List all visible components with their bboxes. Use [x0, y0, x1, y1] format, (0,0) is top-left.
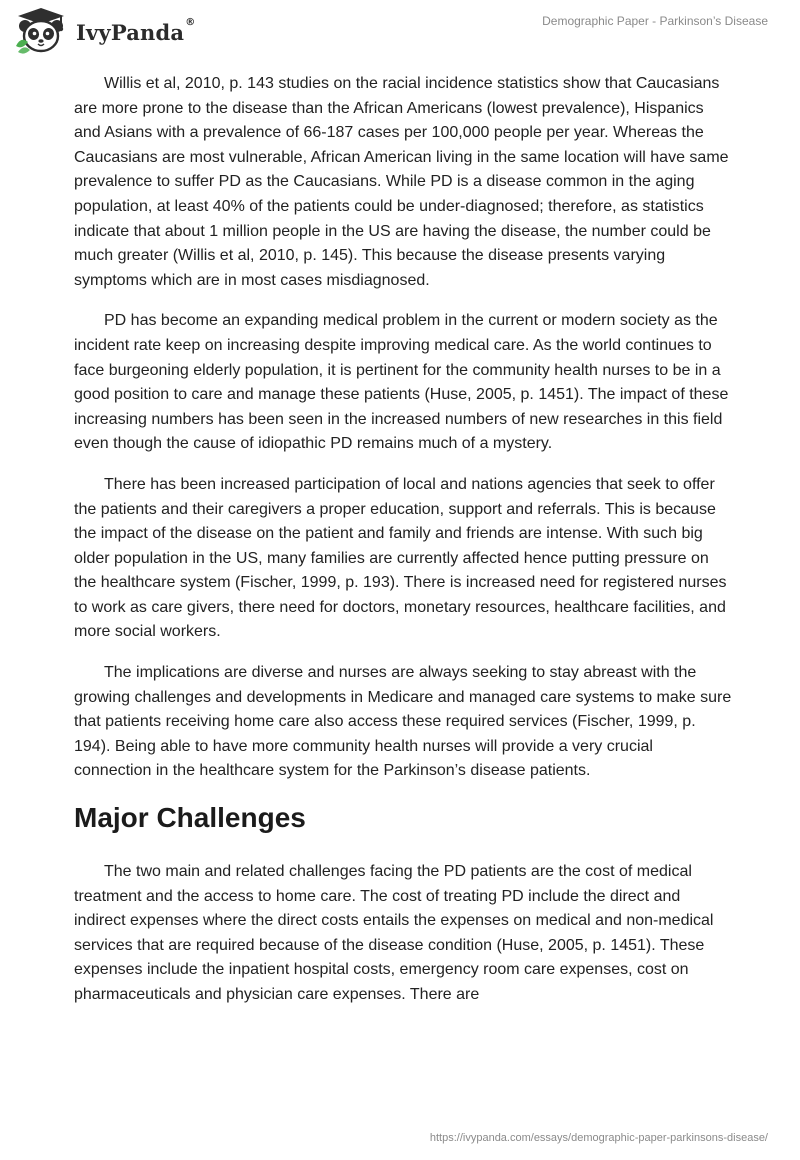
paragraph: There has been increased participation of local and nations agencies that seek to offer the patients and their caregivers a proper education, support and referrals. This is because the impact of the disease on the patient and family and friends are intense. With such big older population in the US, many families are currently affected hence putting pressure on the healthcare system (Fischer, 1999, p. 193). There is increased need for registered nurses to work as care givers, there need for doctors, monetary resources, healthcare facilities, and more social workers.: [74, 475, 727, 641]
paragraph: Willis et al, 2010, p. 143 studies on the racial incidence statistics show that Caucasians are more prone to the disease than the African Americans (lowest prevalence), Hispanics and Asians with a prevalence of 66-187 cases per 100,000 people per year. Whereas the Caucasians are most vulnerable, African American living in the same location will have same prevalence to suffer PD as the Caucasians. While PD is a disease common in the aging population, at least 40% of the patients could be under-diagnosed; therefore, as statistics indicate that about 1 million people in the US are having the disease, the number could be much greater (Willis et al, 2010, p. 145). This because the disease presents varying symptoms which are in most cases misdiagnosed.: [74, 75, 729, 289]
paragraph: The two main and related challenges facing the PD patients are the cost of medical treatment and the access to home care. The cost of treating PD include the direct and indirect expenses where the direct costs entails the expenses on medical and non-medical services that are required because of the disease condition (Huse, 2005, p. 1451). These expenses include the inpatient hospital costs, emergency room care expenses, cost on pharmaceuticals and physician care expenses. There are: [74, 863, 714, 1003]
source-url[interactable]: https://ivypanda.com/essays/demographic-paper-parkinsons-disease/: [429, 1132, 768, 1144]
page-header: [0, 0, 800, 60]
paragraph: The implications are diverse and nurses are always seeking to stay abreast with the growing challenges and developments in Medicare and managed care systems to make sure that patients receiving home care also access these required services (Fischer, 1999, p. 194). Being able to have more community health nurses will provide a very crucial connection in the healthcare system for the Parkinson’s disease patients.: [74, 664, 732, 780]
section-heading: Major Challenges: [74, 802, 306, 834]
brand-name: IvyPanda®: [76, 16, 196, 45]
essay-body: [74, 72, 734, 1024]
panda-graduate-icon: [12, 6, 70, 56]
document-title: Demographic Paper - Parkinson’s Disease: [542, 14, 768, 28]
brand-logo[interactable]: [12, 6, 195, 56]
paragraph: PD has become an expanding medical problem in the current or modern society as the incident rate keep on increasing despite improving medical care. As the world continues to face burgeoning elderly population, it is pertinent for the community health nurses to be in a good position to care and manage these patients (Huse, 2005, p. 1451). The impact of these increasing numbers has been seen in the increased numbers of new researches in this field even though the cause of idiopathic PD remains much of a mystery.: [74, 312, 729, 453]
